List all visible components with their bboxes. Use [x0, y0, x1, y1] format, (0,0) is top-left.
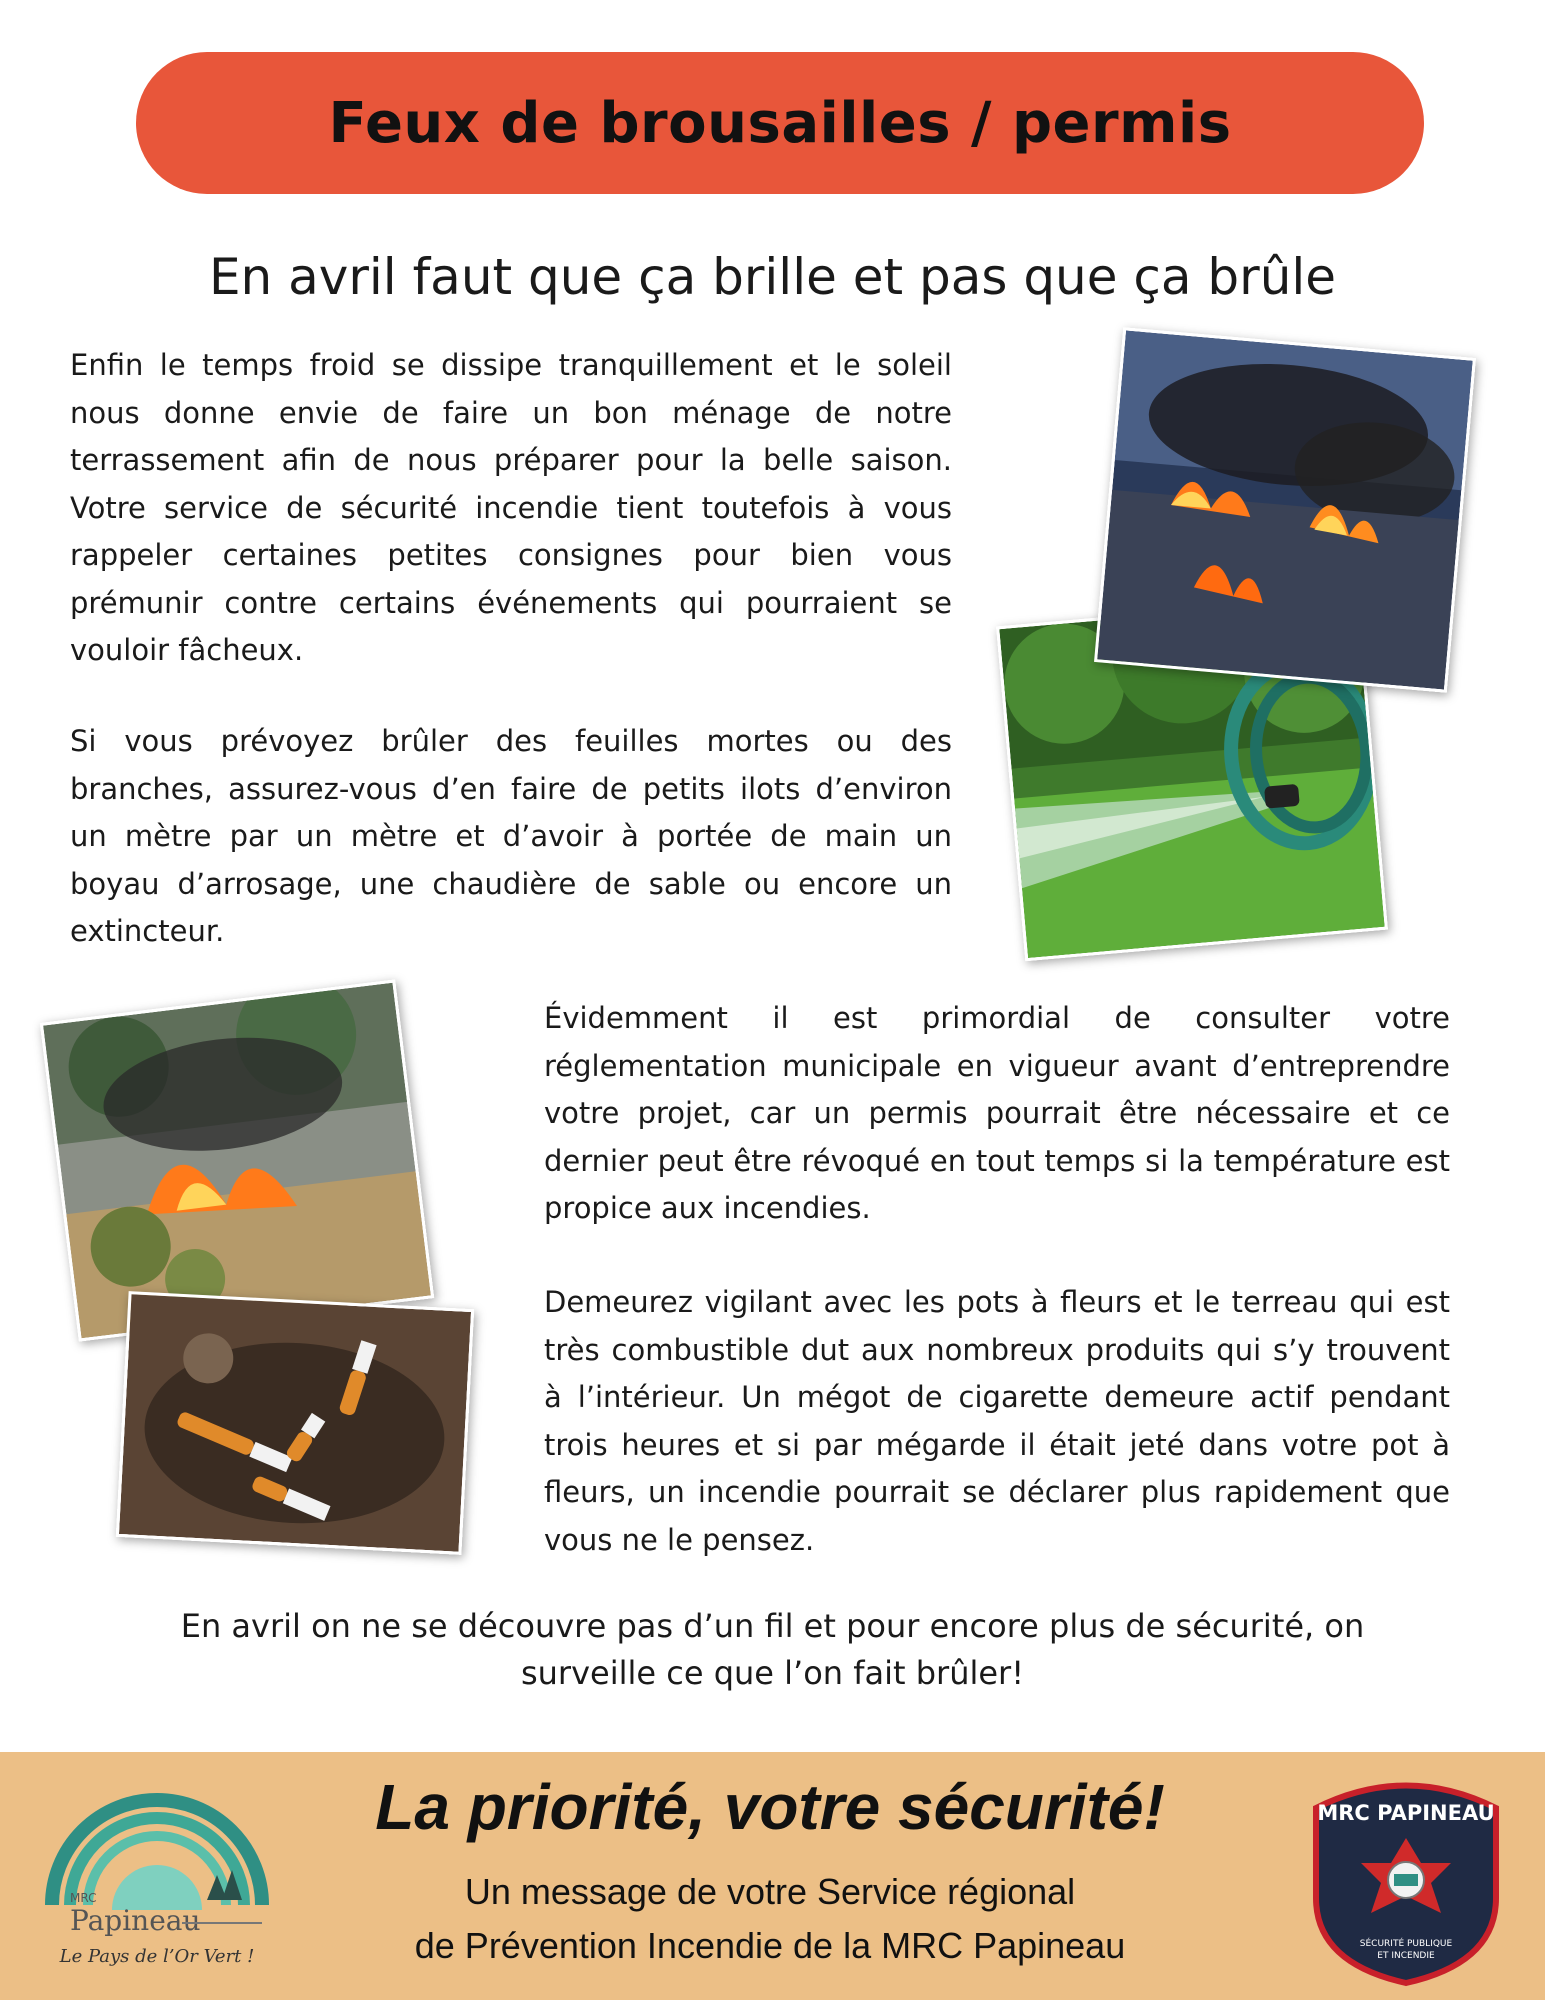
footer-message [300, 1865, 1240, 1973]
footer-message-line2: de Prévention Incendie de la MRC Papineau [414, 1925, 1126, 1966]
burning-paragraph: Si vous prévoyez brûler des feuilles mortes ou des branches, assurez-vous d’en faire de petits ilots d’environ un mètre par un mètre et d’avoir à portée de main un boyau d’arrosage, une chaudière de sable ou encore un extincteur. [70, 724, 952, 948]
title-banner [136, 52, 1424, 194]
burning-field-photo [1094, 327, 1476, 693]
fire-department-badge [1296, 1768, 1516, 1988]
flowerpots-paragraph: Demeurez vigilant avec les pots à fleurs et le terreau qui est très combustible dut aux nombreux produits qui s’y trouvent à l’intérieur. Un mégot de cigarette demeure actif pendant trois heures et si par mégarde il était jeté dans votre pot à fleurs, un incendie pourrait se déclarer plus rapidement que vous ne le pensez. [544, 1285, 1450, 1557]
cigarette-butts-photo [116, 1291, 474, 1555]
badge-line1: SÉCURITÉ PUBLIQUE [1359, 1939, 1453, 1949]
logo-left-small: MRC [70, 1891, 97, 1905]
mrc-papineau-logo [32, 1775, 282, 1975]
footer-slogan: La priorité, votre sécurité! [375, 1771, 1165, 1843]
regulation-paragraph: Évidemment il est primordial de consulter votre réglementation municipale en vigueur avant d’entreprendre votre projet, car un permis pourrait être nécessaire et ce dernier peut être révoqué en tout temps si la température est propice aux incendies. [544, 1001, 1450, 1225]
page-title: Feux de brousailles / permis [328, 90, 1232, 156]
logo-left-name: Papineau [70, 1904, 201, 1937]
footer-message-line1: Un message de votre Service régional [464, 1871, 1076, 1912]
subtitle: En avril faut que ça brille et pas que ça brûle [208, 248, 1337, 306]
closing-paragraph: En avril on ne se découvre pas d’un fil et pour encore plus de sécurité, on surveille ce que l’on fait brûler! [180, 1607, 1365, 1692]
badge-line2: ET INCENDIE [1377, 1951, 1435, 1961]
intro-paragraph: Enfin le temps froid se dissipe tranquillement et le soleil nous donne envie de faire un bon ménage de notre terrassement afin de nous préparer pour la belle saison. Votre service de sécurité incendie tient toutefois à vous rappeler certaines petites consignes pour bien vous prémunir contre certains événements qui pourraient se vouloir fâcheux. [70, 348, 952, 667]
badge-name: MRC PAPINEAU [1317, 1801, 1495, 1825]
logo-left-tagline: Le Pays de l’Or Vert ! [59, 1946, 255, 1967]
brush-fire-photo [40, 979, 434, 1341]
